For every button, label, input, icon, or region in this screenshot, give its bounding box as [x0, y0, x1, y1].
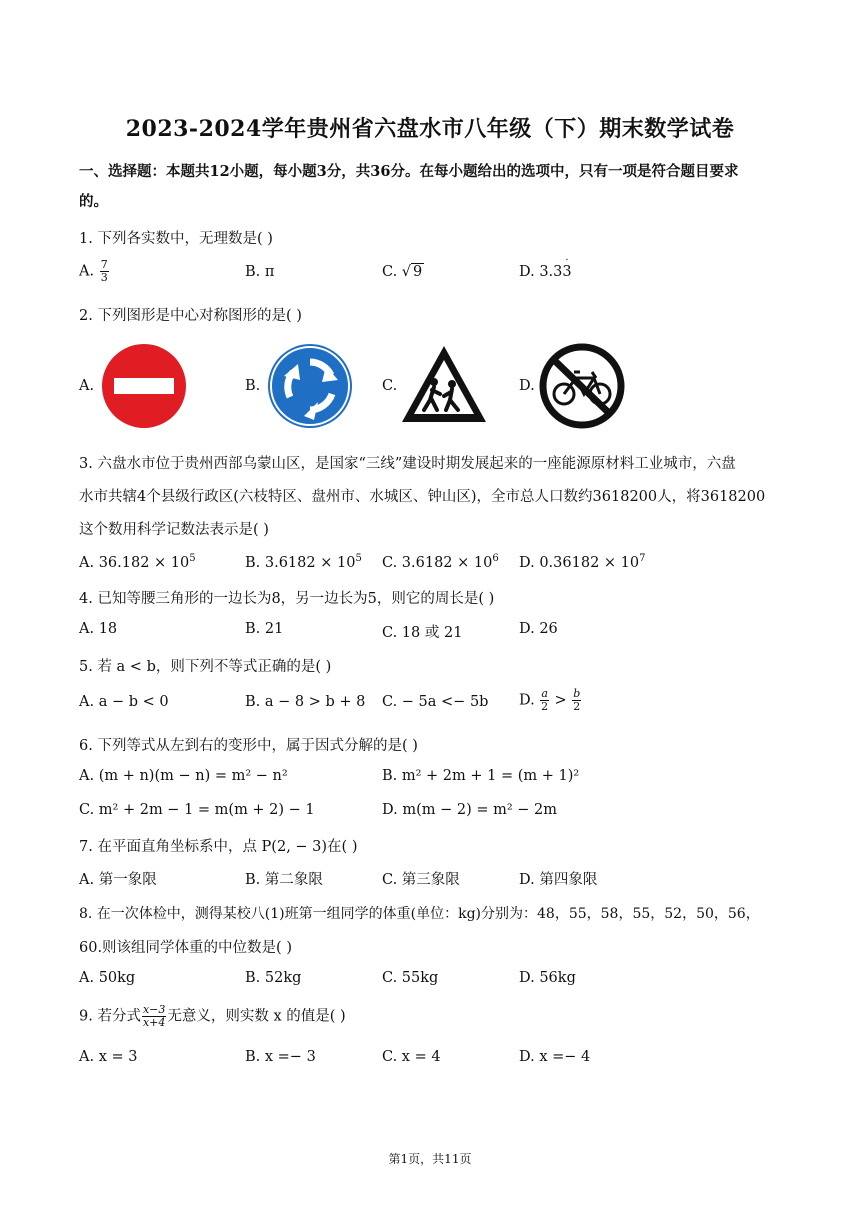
- q1-option-c-radicand: 9: [413, 264, 423, 280]
- page-title: 2023-2024学年贵州省六盘水市八年级（下）期末数学试卷: [125, 116, 735, 142]
- q2-option-c: C.: [382, 378, 398, 394]
- sqrt-icon: √: [401, 264, 412, 280]
- q8-option-c: C. 55kg: [382, 970, 439, 986]
- q2-stem: 2. 下列图形是中心对称图形的是( ): [79, 308, 302, 324]
- q6-option-d: D. m(m − 2) = m² − 2m: [382, 802, 558, 818]
- q1-option-b: B. π: [245, 264, 275, 280]
- q3-option-d: [519, 553, 645, 571]
- q5-d-numerator-2: b: [573, 687, 581, 700]
- q3-option-c: [382, 553, 499, 571]
- children-crossing-sign-icon: [400, 342, 488, 430]
- q5-d-numerator-1: a: [541, 687, 548, 700]
- no-entry-sign-icon: [100, 342, 188, 430]
- q1-option-d: [519, 255, 572, 280]
- q5-option-d: [519, 688, 582, 713]
- q5-d-fraction-1: [540, 688, 549, 713]
- q8-option-b: B. 52kg: [245, 970, 302, 986]
- q4-stem: 4. 已知等腰三角形的一边长为8，另一边长为5，则它的周长是( ): [79, 591, 495, 607]
- q7-option-c: C. 第三象限: [382, 872, 460, 888]
- roundabout-sign-icon: [266, 342, 354, 430]
- q5-option-d-label: D.: [519, 692, 535, 709]
- q7-stem: 7. 在平面直角坐标系中，点 P(2, − 3)在( ): [79, 839, 358, 855]
- q1-option-a-fraction: [100, 259, 109, 284]
- q1-option-d-label: D. 3.3: [519, 264, 563, 280]
- q4-option-c: C. 18 或 21: [382, 625, 463, 641]
- q5-option-a: A. a − b < 0: [79, 694, 169, 710]
- q9-numerator: x−3: [142, 1003, 166, 1016]
- q7-option-a: A. 第一象限: [79, 872, 157, 888]
- q9-fraction: [142, 1004, 166, 1029]
- q1-option-a: [79, 259, 110, 284]
- q5-d-fraction-2: [572, 688, 581, 713]
- q9-option-b: B. x =− 3: [245, 1049, 316, 1065]
- q3-option-a-exponent: 5: [189, 553, 196, 564]
- q1-option-a-label: A.: [79, 263, 95, 280]
- q3-option-c-text: C. 3.6182 × 10: [382, 554, 493, 571]
- no-bicycle-sign-icon: [538, 342, 626, 430]
- q3-option-b-exponent: 5: [355, 553, 362, 564]
- q6-stem: 6. 下列等式从左到右的变形中，属于因式分解的是( ): [79, 738, 418, 754]
- q3-line3: 这个数用科学记数法表示是( ): [79, 522, 269, 538]
- section-heading-line2: 的。: [79, 193, 108, 210]
- q9-stem: [79, 1004, 346, 1029]
- q2-option-a: A.: [79, 378, 95, 394]
- q9-stem-prefix: 9. 若分式: [79, 1008, 141, 1025]
- q5-d-operator: >: [549, 692, 572, 709]
- repeating-dot-icon: ·: [565, 255, 569, 266]
- q6-option-b: B. m² + 2m + 1 = (m + 1)²: [382, 768, 580, 784]
- q9-option-d: D. x =− 4: [519, 1049, 591, 1065]
- q8-line1: 8. 在一次体检中，测得某校八(1)班第一组同学的体重(单位：kg)分别为：48，55，58，55，52，50，56，: [79, 906, 760, 922]
- q9-option-c: C. x = 4: [382, 1049, 441, 1065]
- q1-stem: 1. 下列各实数中，无理数是( ): [79, 231, 273, 247]
- q8-option-d: D. 56kg: [519, 970, 576, 986]
- q9-option-a: A. x = 3: [79, 1049, 138, 1065]
- q6-option-a: A. (m + n)(m − n) = m² − n²: [79, 768, 288, 784]
- q3-option-a-text: A. 36.182 × 10: [79, 554, 190, 571]
- q5-option-c: C. − 5a <− 5b: [382, 694, 489, 710]
- page-footer: 第1页，共11页: [388, 1152, 472, 1166]
- q3-line2: 水市共辖4个县级行政区(六枝特区、盘州市、水城区、钟山区)，全市总人口数约3618200人，将3618200: [79, 489, 766, 505]
- q2-option-d: D.: [519, 378, 535, 394]
- q6-option-c: C. m² + 2m − 1 = m(m + 2) − 1: [79, 802, 315, 818]
- q4-option-b: B. 21: [245, 621, 284, 637]
- q1-option-d-repeating-digit: 3: [562, 264, 572, 280]
- q9-stem-suffix: 无意义，则实数 x 的值是( ): [167, 1008, 346, 1025]
- q8-line2: 60.则该组同学体重的中位数是( ): [79, 940, 292, 956]
- q1-option-c: [382, 264, 424, 280]
- q5-option-b: B. a − 8 > b + 8: [245, 694, 366, 710]
- q2-option-b: B.: [245, 378, 261, 394]
- q4-option-d: D. 26: [519, 621, 558, 637]
- q7-option-d: D. 第四象限: [519, 872, 598, 888]
- q3-option-a: [79, 553, 196, 571]
- q1-option-c-label: C.: [382, 264, 402, 280]
- q3-line1: 3. 六盘水市位于贵州西部乌蒙山区，是国家“三线”建设时期发展起来的一座能源原材料工业城市，六盘: [79, 456, 736, 472]
- q3-option-d-text: D. 0.36182 × 10: [519, 554, 640, 571]
- q3-option-c-exponent: 6: [492, 553, 499, 564]
- q5-d-denominator-1: 2: [541, 700, 549, 713]
- q7-option-b: B. 第二象限: [245, 872, 323, 888]
- q3-option-b-text: B. 3.6182 × 10: [245, 554, 356, 571]
- q9-denominator: x+4: [142, 1016, 166, 1029]
- q5-stem: 5. 若 a < b，则下列不等式正确的是( ): [79, 659, 332, 675]
- q3-option-d-exponent: 7: [639, 553, 646, 564]
- q5-d-denominator-2: 2: [573, 700, 581, 713]
- q1-a-denominator: 3: [100, 271, 108, 284]
- q1-a-numerator: 7: [100, 258, 108, 271]
- q8-option-a: A. 50kg: [79, 970, 136, 986]
- section-heading-line1: 一、选择题：本题共12小题，每小题3分，共36分。在每小题给出的选项中，只有一项是符合题目要求: [79, 163, 739, 180]
- q4-option-a: A. 18: [79, 621, 118, 637]
- q3-option-b: [245, 553, 362, 571]
